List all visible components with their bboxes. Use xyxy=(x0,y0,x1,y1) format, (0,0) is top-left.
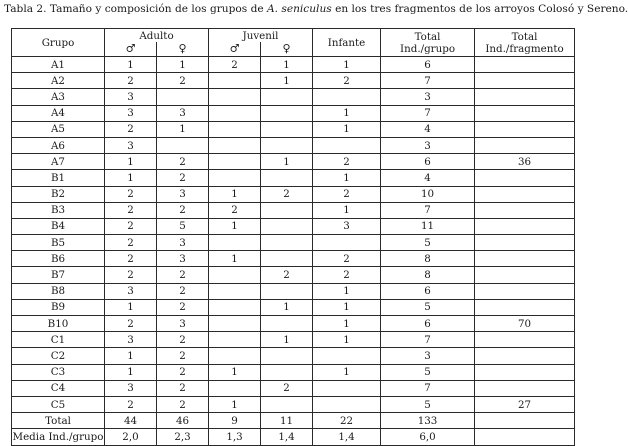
table-body xyxy=(12,57,575,446)
cell-grupo: A2 xyxy=(12,73,105,89)
table-row xyxy=(12,218,575,234)
cell-grupo: C3 xyxy=(12,364,105,380)
cell-total-grupo: 6 xyxy=(381,57,475,73)
cell-adult-female: 2 xyxy=(157,267,209,283)
cell-juvenile-female xyxy=(261,121,313,137)
cell-infante: 1 xyxy=(313,170,381,186)
cell-juvenile-male xyxy=(209,316,261,332)
cell-infante xyxy=(313,89,381,105)
cell-juvenile-male: 1 xyxy=(209,364,261,380)
cell-juvenile-female: 1 xyxy=(261,299,313,315)
table-row xyxy=(12,332,575,348)
cell-adult-female: 5 xyxy=(157,218,209,234)
cell-grupo: A5 xyxy=(12,121,105,137)
cell-juvenile-male xyxy=(209,267,261,283)
cell-total-fragmento xyxy=(475,121,575,137)
header-adulto: Adulto xyxy=(105,29,209,43)
cell-total-grupo: 7 xyxy=(381,202,475,218)
cell-juvenile-female xyxy=(261,396,313,412)
cell-adult-female: 2 xyxy=(157,364,209,380)
cell-total-fragmento xyxy=(475,364,575,380)
header-juvenil: Juvenil xyxy=(209,29,313,43)
cell-infante: 2 xyxy=(313,186,381,202)
cell-total-grupo: 3 xyxy=(381,137,475,153)
cell-infante: 1 xyxy=(313,299,381,315)
cell-total-fragmento: 70 xyxy=(475,316,575,332)
cell-juvenile-male xyxy=(209,73,261,89)
cell-juvenile-male: 2 xyxy=(209,202,261,218)
cell-adult-male: 3 xyxy=(105,105,157,121)
cell-total-grupo: 5 xyxy=(381,364,475,380)
cell-juvenile-male: 1,3 xyxy=(209,429,261,445)
cell-juvenile-male xyxy=(209,137,261,153)
cell-adult-female: 2 xyxy=(157,202,209,218)
cell-grupo: B3 xyxy=(12,202,105,218)
cell-juvenile-female xyxy=(261,348,313,364)
cell-infante: 1 xyxy=(313,57,381,73)
adult-female-symbol: ♀ xyxy=(157,42,209,57)
cell-infante: 1 xyxy=(313,202,381,218)
cell-adult-male: 2 xyxy=(105,202,157,218)
header-total-grupo xyxy=(381,29,475,57)
cell-total-fragmento xyxy=(475,332,575,348)
table-row xyxy=(12,316,575,332)
cell-total-grupo: 7 xyxy=(381,105,475,121)
cell-grupo: A1 xyxy=(12,57,105,73)
cell-juvenile-male: 1 xyxy=(209,218,261,234)
cell-adult-male: 2 xyxy=(105,235,157,251)
cell-grupo: B9 xyxy=(12,299,105,315)
cell-grupo: C5 xyxy=(12,396,105,412)
cell-adult-female xyxy=(157,89,209,105)
cell-juvenile-female: 1 xyxy=(261,154,313,170)
mean-row xyxy=(12,429,575,445)
table-row xyxy=(12,89,575,105)
cell-juvenile-female xyxy=(261,170,313,186)
cell-grupo: A3 xyxy=(12,89,105,105)
group-composition-table xyxy=(11,28,575,446)
cell-total-grupo: 6 xyxy=(381,283,475,299)
cell-juvenile-female xyxy=(261,218,313,234)
cell-total-fragmento xyxy=(475,105,575,121)
cell-infante: 2 xyxy=(313,267,381,283)
cell-adult-male: 2 xyxy=(105,73,157,89)
cell-adult-female: 2 xyxy=(157,283,209,299)
cell-adult-female: 1 xyxy=(157,57,209,73)
cell-total-fragmento xyxy=(475,299,575,315)
table-row xyxy=(12,202,575,218)
table-row xyxy=(12,251,575,267)
cell-total-fragmento: 27 xyxy=(475,396,575,412)
header-total-grupo-line2: Ind./grupo xyxy=(400,42,456,55)
cell-infante: 1 xyxy=(313,364,381,380)
cell-grupo: A4 xyxy=(12,105,105,121)
caption-species: A. seniculus xyxy=(267,3,332,15)
cell-juvenile-female xyxy=(261,137,313,153)
cell-grupo: A7 xyxy=(12,154,105,170)
cell-juvenile-male: 2 xyxy=(209,57,261,73)
cell-total-grupo: 11 xyxy=(381,218,475,234)
cell-adult-female: 46 xyxy=(157,413,209,429)
table-row xyxy=(12,348,575,364)
cell-juvenile-male xyxy=(209,332,261,348)
cell-grupo: C2 xyxy=(12,348,105,364)
cell-juvenile-female xyxy=(261,316,313,332)
cell-adult-male: 2 xyxy=(105,267,157,283)
cell-total-fragmento xyxy=(475,202,575,218)
cell-infante xyxy=(313,235,381,251)
cell-total-grupo: 6 xyxy=(381,316,475,332)
cell-infante xyxy=(313,137,381,153)
cell-grupo: B10 xyxy=(12,316,105,332)
cell-total-fragmento xyxy=(475,413,575,429)
cell-adult-male: 1 xyxy=(105,299,157,315)
cell-total-fragmento xyxy=(475,267,575,283)
cell-adult-female: 2 xyxy=(157,380,209,396)
cell-grupo: B4 xyxy=(12,218,105,234)
cell-adult-male: 2 xyxy=(105,396,157,412)
cell-adult-male: 2 xyxy=(105,251,157,267)
table-row xyxy=(12,170,575,186)
table-row xyxy=(12,283,575,299)
cell-total-grupo: 5 xyxy=(381,235,475,251)
cell-total-grupo: 3 xyxy=(381,348,475,364)
cell-adult-male: 3 xyxy=(105,137,157,153)
cell-infante: 3 xyxy=(313,218,381,234)
cell-total-fragmento xyxy=(475,251,575,267)
cell-juvenile-male: 1 xyxy=(209,396,261,412)
cell-total-fragmento xyxy=(475,186,575,202)
cell-juvenile-female xyxy=(261,235,313,251)
cell-adult-female: 3 xyxy=(157,251,209,267)
cell-infante: 1 xyxy=(313,316,381,332)
cell-total-grupo: 7 xyxy=(381,380,475,396)
cell-juvenile-male xyxy=(209,299,261,315)
cell-total-grupo: 4 xyxy=(381,170,475,186)
cell-adult-male: 2,0 xyxy=(105,429,157,445)
table-row xyxy=(12,299,575,315)
cell-adult-male: 1 xyxy=(105,57,157,73)
cell-total-fragmento xyxy=(475,89,575,105)
cell-adult-female: 3 xyxy=(157,316,209,332)
cell-adult-female: 2 xyxy=(157,73,209,89)
cell-infante: 2 xyxy=(313,251,381,267)
table-row xyxy=(12,267,575,283)
cell-adult-female: 2,3 xyxy=(157,429,209,445)
header-total-fragmento-line1: Total xyxy=(511,30,538,43)
cell-juvenile-male xyxy=(209,89,261,105)
cell-juvenile-female: 1 xyxy=(261,57,313,73)
cell-infante: 1 xyxy=(313,105,381,121)
cell-grupo: B2 xyxy=(12,186,105,202)
cell-juvenile-male xyxy=(209,154,261,170)
cell-total-fragmento: 36 xyxy=(475,154,575,170)
table-row xyxy=(12,396,575,412)
cell-grupo: A6 xyxy=(12,137,105,153)
cell-total-grupo: 10 xyxy=(381,186,475,202)
table-row xyxy=(12,73,575,89)
cell-grupo: C4 xyxy=(12,380,105,396)
cell-juvenile-female: 11 xyxy=(261,413,313,429)
cell-adult-female: 2 xyxy=(157,332,209,348)
cell-grupo: B8 xyxy=(12,283,105,299)
cell-infante: 2 xyxy=(313,154,381,170)
cell-total-fragmento xyxy=(475,137,575,153)
total-row xyxy=(12,413,575,429)
cell-total-fragmento xyxy=(475,283,575,299)
cell-adult-female: 1 xyxy=(157,121,209,137)
cell-juvenile-male xyxy=(209,380,261,396)
cell-juvenile-male: 9 xyxy=(209,413,261,429)
cell-juvenile-male xyxy=(209,121,261,137)
cell-adult-male: 2 xyxy=(105,218,157,234)
cell-adult-male: 2 xyxy=(105,316,157,332)
cell-total-grupo: 8 xyxy=(381,251,475,267)
table-row xyxy=(12,121,575,137)
cell-infante: 1,4 xyxy=(313,429,381,445)
table-row xyxy=(12,57,575,73)
cell-juvenile-female: 2 xyxy=(261,186,313,202)
juvenile-female-symbol: ♀ xyxy=(261,42,313,57)
cell-grupo: B7 xyxy=(12,267,105,283)
table-caption xyxy=(4,3,628,16)
cell-total-fragmento xyxy=(475,73,575,89)
cell-total-fragmento xyxy=(475,170,575,186)
cell-juvenile-female xyxy=(261,105,313,121)
cell-infante xyxy=(313,348,381,364)
cell-adult-female: 2 xyxy=(157,170,209,186)
cell-total-fragmento xyxy=(475,380,575,396)
cell-juvenile-female: 2 xyxy=(261,380,313,396)
cell-juvenile-female: 1 xyxy=(261,332,313,348)
cell-juvenile-female: 1,4 xyxy=(261,429,313,445)
cell-adult-male: 1 xyxy=(105,364,157,380)
cell-adult-female: 2 xyxy=(157,299,209,315)
cell-adult-female xyxy=(157,137,209,153)
header-grupo: Grupo xyxy=(12,29,105,57)
cell-total-grupo: 7 xyxy=(381,73,475,89)
cell-total-grupo: 5 xyxy=(381,299,475,315)
cell-adult-male: 3 xyxy=(105,283,157,299)
cell-adult-male: 2 xyxy=(105,121,157,137)
cell-total-grupo: 6,0 xyxy=(381,429,475,445)
cell-juvenile-female xyxy=(261,283,313,299)
header-total-grupo-line1: Total xyxy=(414,30,441,43)
cell-juvenile-female xyxy=(261,251,313,267)
cell-grupo: B6 xyxy=(12,251,105,267)
cell-total-grupo: 3 xyxy=(381,89,475,105)
table-row xyxy=(12,154,575,170)
cell-total-fragmento xyxy=(475,429,575,445)
cell-adult-female: 2 xyxy=(157,348,209,364)
adult-male-symbol: ♂ xyxy=(105,42,157,57)
cell-adult-male: 3 xyxy=(105,332,157,348)
cell-infante: 2 xyxy=(313,73,381,89)
cell-juvenile-female xyxy=(261,89,313,105)
cell-infante xyxy=(313,396,381,412)
cell-total-fragmento xyxy=(475,235,575,251)
cell-total-fragmento xyxy=(475,57,575,73)
juvenile-male-symbol: ♂ xyxy=(209,42,261,57)
cell-total-grupo: 4 xyxy=(381,121,475,137)
cell-juvenile-male: 1 xyxy=(209,186,261,202)
cell-juvenile-male: 1 xyxy=(209,251,261,267)
cell-adult-female: 2 xyxy=(157,154,209,170)
cell-infante: 22 xyxy=(313,413,381,429)
cell-adult-male: 1 xyxy=(105,154,157,170)
table-row xyxy=(12,186,575,202)
cell-adult-male: 2 xyxy=(105,186,157,202)
cell-juvenile-female xyxy=(261,364,313,380)
cell-adult-male: 1 xyxy=(105,170,157,186)
cell-total-fragmento xyxy=(475,218,575,234)
caption-suffix: en los tres fragmentos de los arroyos Colosó y Sereno. xyxy=(331,3,628,15)
cell-grupo: C1 xyxy=(12,332,105,348)
cell-juvenile-male xyxy=(209,235,261,251)
cell-adult-female: 3 xyxy=(157,235,209,251)
cell-juvenile-male xyxy=(209,105,261,121)
cell-total-grupo: 133 xyxy=(381,413,475,429)
cell-infante: 1 xyxy=(313,332,381,348)
cell-total-grupo: 7 xyxy=(381,332,475,348)
cell-adult-male: 44 xyxy=(105,413,157,429)
table-row xyxy=(12,137,575,153)
cell-grupo: Media Ind./grupo xyxy=(12,429,105,445)
cell-adult-female: 3 xyxy=(157,186,209,202)
cell-adult-male: 3 xyxy=(105,380,157,396)
header-infante: Infante xyxy=(313,29,381,57)
cell-total-grupo: 6 xyxy=(381,154,475,170)
cell-adult-female: 2 xyxy=(157,396,209,412)
header-total-fragmento-line2: Ind./fragmento xyxy=(485,42,564,55)
cell-infante: 1 xyxy=(313,283,381,299)
cell-juvenile-male xyxy=(209,348,261,364)
table-row xyxy=(12,235,575,251)
cell-grupo: Total xyxy=(12,413,105,429)
cell-juvenile-female: 1 xyxy=(261,73,313,89)
cell-total-fragmento xyxy=(475,348,575,364)
cell-grupo: B1 xyxy=(12,170,105,186)
cell-adult-male: 3 xyxy=(105,89,157,105)
cell-infante xyxy=(313,380,381,396)
cell-total-grupo: 5 xyxy=(381,396,475,412)
caption-prefix: Tabla 2. Tamaño y composición de los grupos de xyxy=(4,3,267,15)
table-row xyxy=(12,105,575,121)
cell-juvenile-male xyxy=(209,283,261,299)
table-row xyxy=(12,380,575,396)
cell-juvenile-female xyxy=(261,202,313,218)
cell-adult-female: 3 xyxy=(157,105,209,121)
table-row xyxy=(12,364,575,380)
cell-grupo: B5 xyxy=(12,235,105,251)
cell-total-grupo: 8 xyxy=(381,267,475,283)
header-total-fragmento xyxy=(475,29,575,57)
cell-infante: 1 xyxy=(313,121,381,137)
cell-adult-male: 1 xyxy=(105,348,157,364)
cell-juvenile-male xyxy=(209,170,261,186)
cell-juvenile-female: 2 xyxy=(261,267,313,283)
